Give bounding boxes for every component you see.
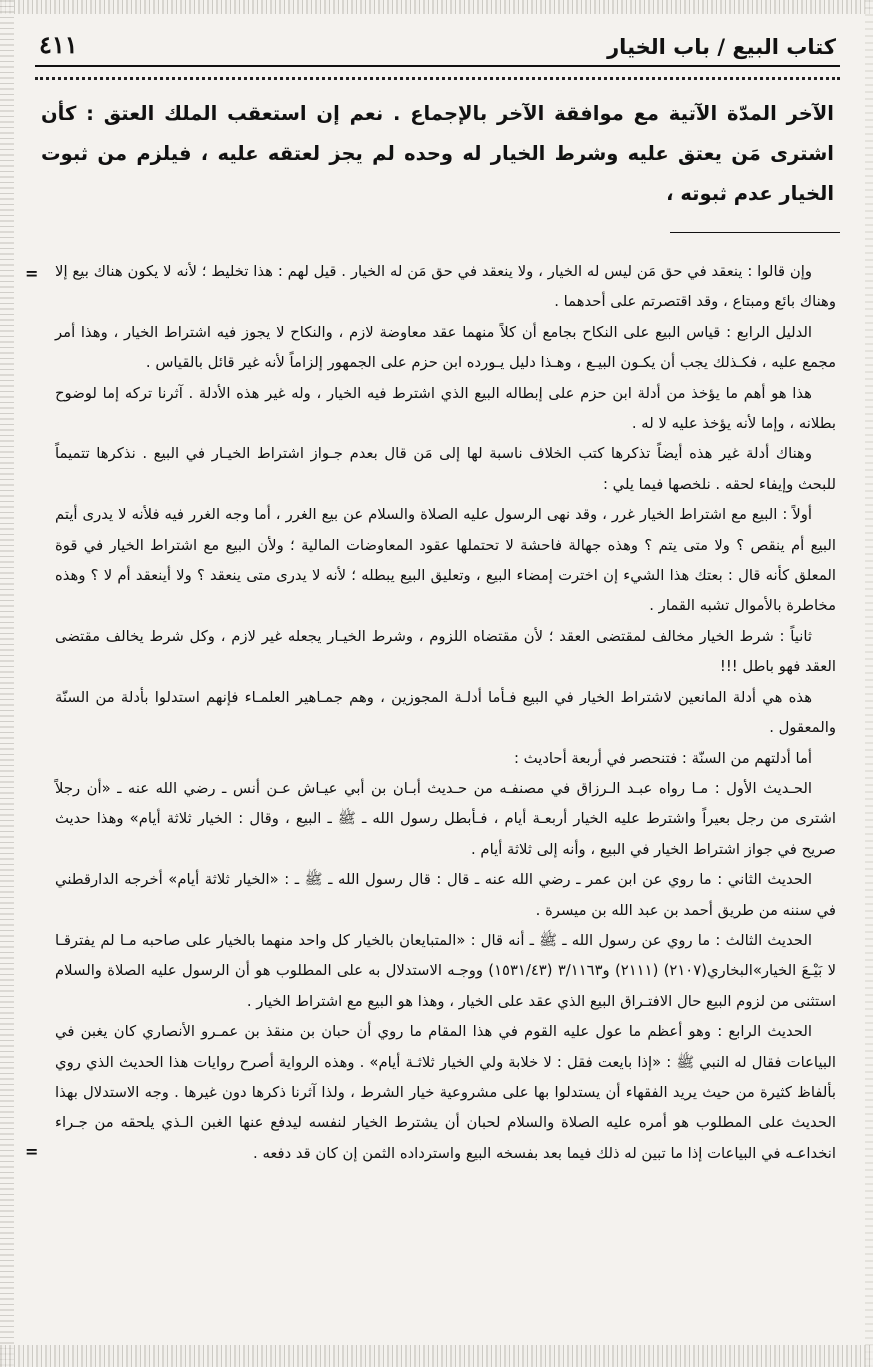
footnote-paragraph: وإن قالوا : ينعقد في حق مَن ليس له الخيار ، ولا ينعقد في حق مَن له الخيار . قيل لهم : هذا تخليط ؛ لأنه لا يكون هناك بيع إلا وهناك بائع ومبتاع ، وقد اقتصرتم على أحدهما . bbox=[55, 263, 836, 311]
footnote-paragraph: الحديث الرابع : وهو أعظم ما عول عليه القوم في هذا المقام ما روي أن حبان بن منقذ بن عمـرو الأنصاري كان يغبن في البياعات فقال له النبي ﷺ : «إذا بايعت فقل : لا خلابة ولي الخيار ثلاثـة أيام» . وهذه الرواية أصرح روايات هذا الحديث الذي روي بألفاظ كثيرة من حيث يريد الفقهاء أن يستدلوا بها على مشروعية خيار الشرط ، ولذا آثرنا ذكرها دون غيرها . وجه الاستدلال بهذا الحديث على المطلوب هو أمره عليه الصلاة والسلام لحبان أن يشترط الخيار لنفسه ليدفع عنها الغبن الـذي يلحقه من جـراء انخداعـه في البياعات إذا ما تبين له ذلك فيما بعد بفسخه البيع واسترداده الثمن إن كان قد دفعه . bbox=[55, 1023, 836, 1162]
page-number: ٤١١ bbox=[39, 30, 78, 59]
footnote-paragraph: ثانياً : شرط الخيار مخالف لمقتضى العقد ؛ لأن مقتضاه اللزوم ، وشرط الخيـار يجعله غير لازم ، وكل شرط يخالف مقتضى العقد فهو باطل !!! bbox=[55, 627, 836, 676]
footnote-paragraph: أما أدلتهم من السنّة : فتنحصر في أربعة أحاديث : bbox=[513, 749, 812, 767]
page-header bbox=[35, 30, 840, 63]
footnote-paragraph: هذه هي أدلة المانعين لاشتراط الخيار في البيع فـأما أدلـة المجوزين ، وهم جمـاهير العلمـاء فإنهم استدلوا بأدلة من السنّة والمعقول . bbox=[55, 688, 836, 737]
dotted-divider bbox=[35, 77, 840, 80]
footnote-continuation-mark-start: = bbox=[25, 264, 39, 283]
footnote-paragraph: هذا هو أهم ما يؤخذ من أدلة ابن حزم على إبطاله البيع الذي اشترط فيه الخيار ، وله غير هذه الأدلة . آثرنا تركه إما لوضوح بطلانه ، وإما لأنه يؤخذ عليه لا له . bbox=[55, 384, 836, 433]
scan-edge-right bbox=[865, 0, 873, 1367]
scan-edge-bottom bbox=[0, 1345, 873, 1367]
footnote-paragraph: الحديث الثاني : ما روي عن ابن عمر ـ رضي الله عنه ـ قال : قال رسول الله ـ ﷺ ـ : «الخيار ثلاثة أيام» أخرجه الدارقطني في سننه من طريق أحمد بن عبد الله بن ميسرة . bbox=[55, 871, 836, 919]
book-page bbox=[25, 30, 840, 1169]
header-rule bbox=[35, 65, 840, 67]
footnote-paragraph: الدليل الرابع : قياس البيع على النكاح بجامع أن كلاً منهما عقد معاوضة لازم ، والنكاح لا يجوز فيه اشتراط الخيار ، وهذا أمر مجمع عليه ، فكـذلك يجب أن يكـون البيـع ، وهـذا دليل يـورده ابن حزم على الجمهور إلزاماً لأنه غير قائل بالقياس . bbox=[55, 323, 836, 372]
main-text: الآخر المدّة الآتية مع موافقة الآخر بالإجماع . نعم إن استعقب الملك العتق : كأن اشترى مَن يعتق عليه وشرط الخيار له وحده لم يجز لعتقه عليه ، فيلزم من ثبوت الخيار عدم ثبوته ، bbox=[41, 102, 834, 205]
footnote-paragraph: أولاً : البيع مع اشتراط الخيار غرر ، وقد نهى الرسول عليه الصلاة والسلام عن بيع الغرر ، أما وجه الغرر فيه فلأنه لا يدرى أيتم البيع أم ينقص ؟ ولا متى يتم ؟ وهذه جهالة فاحشة لا تحتملها عقود المعاوضات المالية ؛ ولأن البيع مع اشتراط الخيار في قوة المعلق كأنه قال : بعتك هذا الشيء إن اخترت إمضاء البيع ، وتعليق البيع يبطله ؛ لأنه لا يدرى متى ينعقد ؟ ولا أينعقد أم لا ؟ وهذه مخاطرة بالأموال تشبه القمار . bbox=[55, 506, 836, 615]
footnotes bbox=[25, 257, 840, 1169]
footnote-paragraph: الحـديث الأول : مـا رواه عبـد الـرزاق في مصنفـه من حـديث أبـان بن أبي عيـاش عـن أنس ـ رضي الله عنه ـ «أن رجلاً اشترى من رجل بعيراً واشترط عليه الخيار أربعـة أيام ، فـأبطل رسول الله ـ ﷺ ـ البيع ، وقال : الخيار ثلاثة أيام» وهذا حديث صريح في جواز اشتراط الخيار في البيع ، وأنه إلى ثلاثة أيام . bbox=[55, 779, 836, 858]
running-title: كتاب البيع / باب الخيار bbox=[607, 35, 836, 59]
footnote-rule bbox=[670, 232, 840, 233]
footnote-paragraph: الحديث الثالث : ما روي عن رسول الله ـ ﷺ ـ أنه قال : «المتبايعان بالخيار كل واحد منهما بالخيار على صاحبه مـا لم يفترقـا لا بَيْـعَ الخيار»البخاري(٢١٠٧) (٢١١١) و٣/١١٦٣ (١٥٣١/٤٣) ووجـه الاستدلال به على المطلوب هو أن الرسول عليه الصلاة والسلام استثنى من لزوم البيع حال الافتـراق البيع الذي عقد على الخيار ، وهذا هو البيع مع اشتراط الخيار . bbox=[55, 931, 837, 1010]
footnote-continuation-mark-end: = bbox=[25, 1141, 39, 1161]
scan-edge-left bbox=[0, 0, 14, 1367]
scan-edge-top bbox=[0, 0, 873, 14]
footnote-paragraph: وهناك أدلة غير هذه أيضاً تذكرها كتب الخلاف ناسبة لها إلى مَن قال بعدم جـواز اشتراط الخيـار في البيع . نذكرها تتميماً للبحث وإيفاء لحقه . نلخصها فيما يلي : bbox=[55, 445, 836, 493]
